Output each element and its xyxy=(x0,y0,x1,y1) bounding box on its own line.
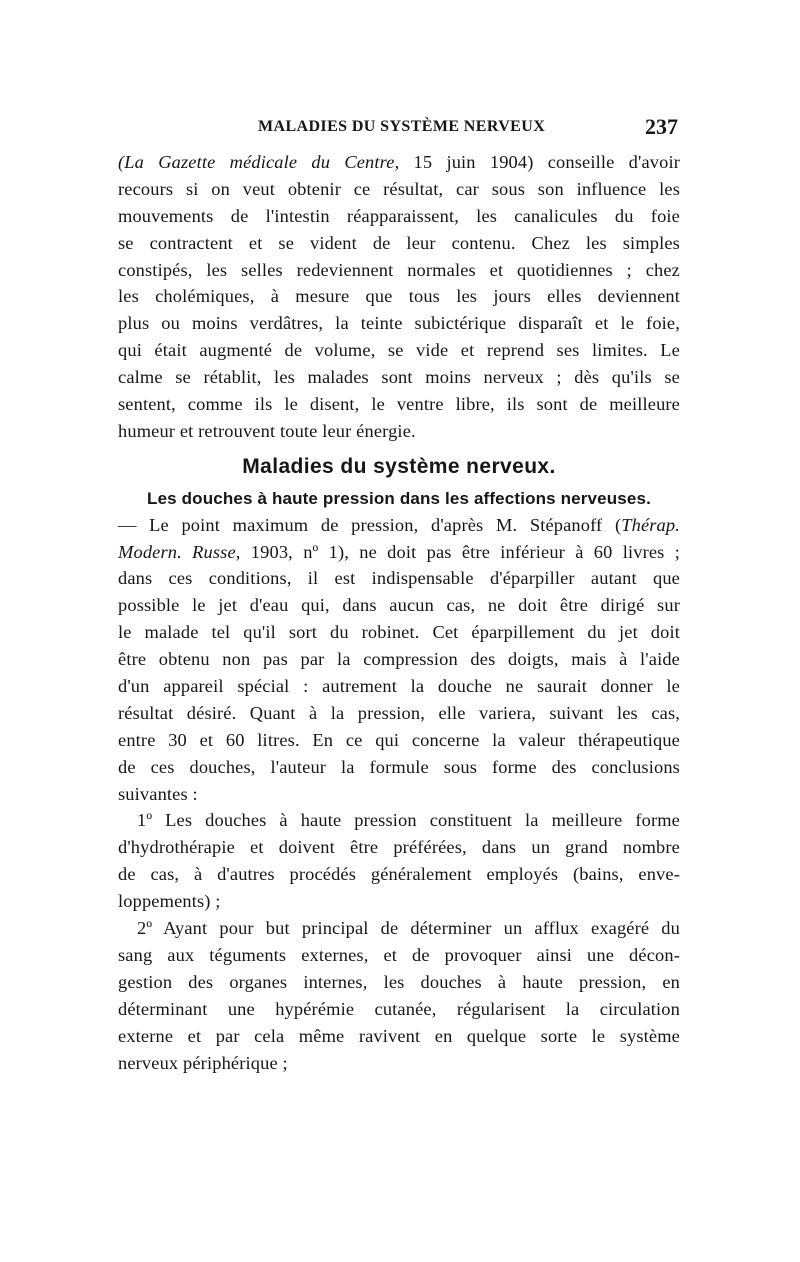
text-line: humeur et retrouvent toute leur énergie. xyxy=(118,420,416,441)
text-line: possible le jet d'eau qui, dans aucun cas, ne doit être dirigé sur xyxy=(118,595,680,616)
text-line: suivantes : xyxy=(118,783,198,804)
text-line: être obtenu non pas par la compression des doigts, mais à l'aide xyxy=(118,649,680,670)
text-line: sentent, comme ils le disent, le ventre libre, ils sont de meilleure xyxy=(118,394,680,415)
text-line: — Le point maximum de pression, d'après M. Stépanoff (Thérap. xyxy=(118,514,680,535)
text-line: qui était augmenté de volume, se vide et reprend ses limites. Le xyxy=(118,340,680,361)
text-line: de ces douches, l'auteur la formule sous forme des conclusions xyxy=(118,756,680,777)
text-line: les cholémiques, à mesure que tous les jours elles deviennent xyxy=(118,286,680,307)
text-line: recours si on veut obtenir ce résultat, car sous son influence les xyxy=(118,178,680,199)
text-line: 1º Les douches à haute pression constituent la meilleure forme xyxy=(137,810,680,831)
text-line: Modern. Russe, 1903, nº 1), ne doit pas être inférieur à 60 livres ; xyxy=(118,541,680,562)
text-line: plus ou moins verdâtres, la teinte subictérique disparaît et le foie, xyxy=(118,313,680,334)
conclusion-item-1 xyxy=(118,807,680,915)
text-line: se contractent et se vident de leur contenu. Chez les simples xyxy=(118,232,680,253)
journal-citation: (La Gazette médicale du Centre, xyxy=(118,152,400,172)
text-line: d'hydrothérapie et doivent être préférées, dans un grand nombre xyxy=(118,837,680,858)
section-heading: Maladies du système nerveux. xyxy=(242,454,556,478)
running-header xyxy=(118,114,680,142)
running-title: MALADIES DU SYSTÈME NERVEUX xyxy=(258,118,546,135)
text-line: 2º Ayant pour but principal de déterminer un afflux exagéré du xyxy=(137,918,680,939)
text-line: loppements) ; xyxy=(118,891,221,912)
paragraph-gazette xyxy=(118,149,680,445)
text-line: nerveux périphérique ; xyxy=(118,1052,288,1073)
journal-citation: Thérap. xyxy=(621,514,680,535)
text-line: le malade tel qu'il sort du robinet. Cet éparpillement du jet doit xyxy=(118,622,680,643)
journal-citation: Modern. Russe, xyxy=(118,541,241,562)
text-line: externe et par cela même ravivent en quelque sorte le système xyxy=(118,1025,680,1046)
article-title: Les douches à haute pression dans les affections nerveuses. xyxy=(147,488,651,508)
text-line: résultat désiré. Quant à la pression, elle variera, suivant les cas, xyxy=(118,702,680,723)
text-line: sang aux téguments externes, et de provoquer ainsi une décon- xyxy=(118,944,680,965)
text-line: mouvements de l'intestin réapparaissent, les canalicules du foie xyxy=(118,205,680,226)
page-body xyxy=(118,149,680,1076)
text-line: dans ces conditions, il est indispensable d'éparpiller autant que xyxy=(118,568,680,589)
text-line: gestion des organes internes, les douches à haute pression, en xyxy=(118,971,680,992)
text-line: constipés, les selles redeviennent normales et quotidiennes ; chez xyxy=(118,259,680,280)
text-line: déterminant une hypérémie cutanée, régularisent la circulation xyxy=(118,998,680,1019)
article-douches xyxy=(118,485,680,808)
text-line: entre 30 et 60 litres. En ce qui concerne la valeur thérapeutique xyxy=(118,729,680,750)
conclusion-item-2 xyxy=(118,915,680,1076)
text-line: calme se rétablit, les malades sont moins nerveux ; dès qu'ils se xyxy=(118,367,680,388)
text-line: d'un appareil spécial : autrement la douche ne saurait donner le xyxy=(118,676,680,697)
article-title-line xyxy=(118,485,680,512)
text-line: de cas, à d'autres procédés généralement employés (bains, enve- xyxy=(118,864,680,885)
text-line: (La Gazette médicale du Centre, 15 juin 1904) conseille d'avoir xyxy=(118,152,680,172)
page-number: 237 xyxy=(645,114,678,139)
